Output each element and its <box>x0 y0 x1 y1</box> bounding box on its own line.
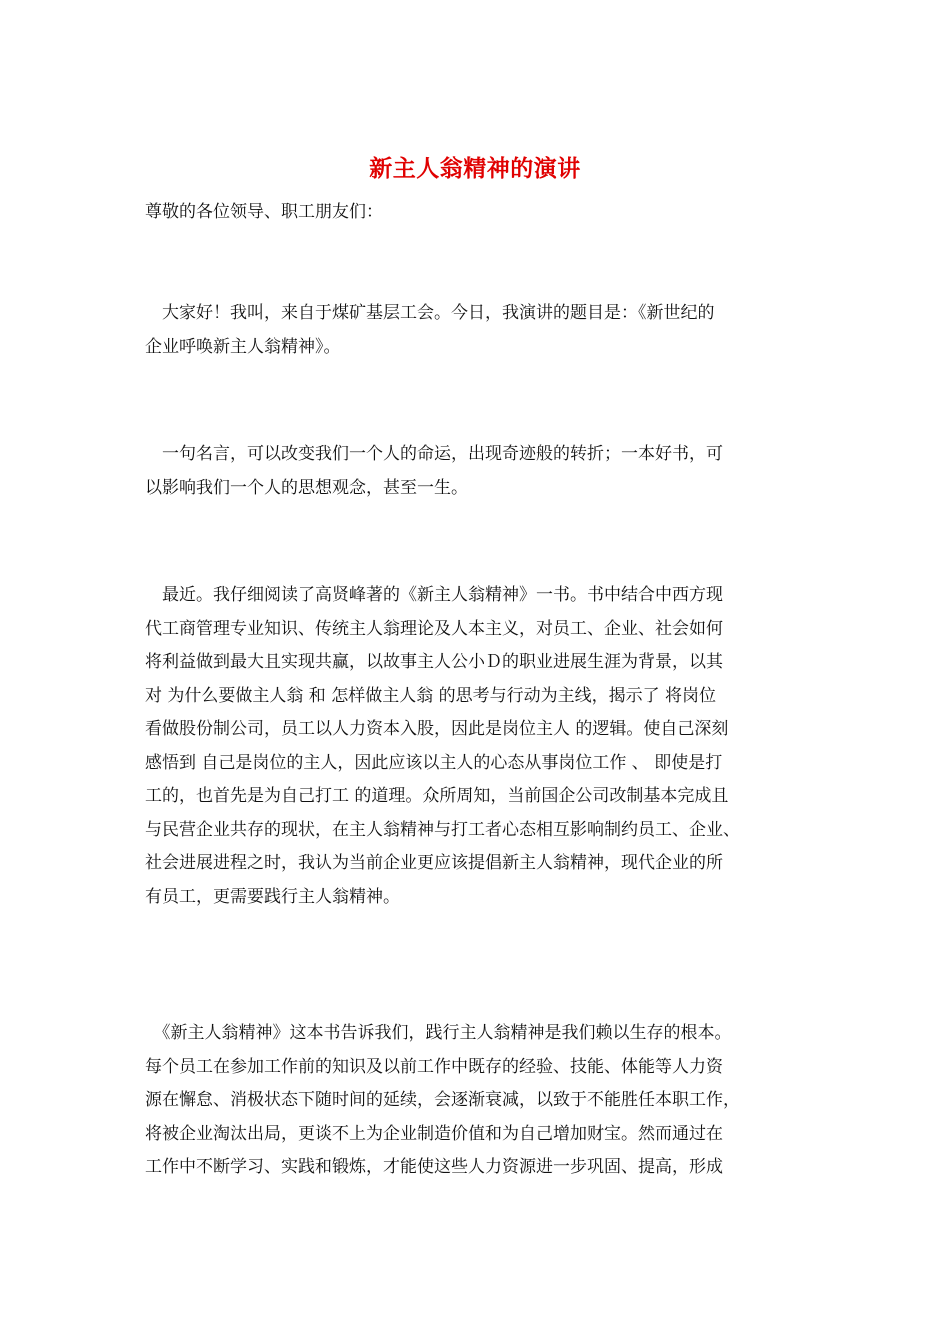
paragraph-line: 《新主人翁精神》这本书告诉我们，践行主人翁精神是我们赖以生存的根本。 <box>145 1023 732 1043</box>
paragraph-line: 代工商管理专业知识、传统主人翁理论及人本主义，对员工、企业、社会如何 <box>145 618 723 639</box>
salutation: 尊敬的各位领导、职工朋友们： <box>145 202 383 222</box>
paragraph-line: 工作中不断学习、实践和锻炼，才能使这些人力资源进一步巩固、提高，形成 <box>145 1157 723 1177</box>
paragraph-line: 企业呼唤新主人翁精神》。 <box>145 336 341 357</box>
paragraph-line: 与民营企业共存的现状，在主人翁精神与打工者心态相互影响制约员工、企业、 <box>145 819 740 840</box>
paragraph-line: 每个员工在参加工作前的知识及以前工作中既存的经验、技能、体能等人力资 <box>145 1056 723 1077</box>
document-title: 新主人翁精神的演讲 <box>369 155 581 182</box>
paragraph-line: 源在懈怠、消极状态下随时间的延续，会逐渐衰减，以致于不能胜任本职工作， <box>145 1090 740 1110</box>
paragraph-line: 社会进展进程之时，我认为当前企业更应该提倡新主人翁精神，现代企业的所 <box>145 853 723 873</box>
paragraph-line: 有员工，更需要践行主人翁精神。 <box>145 886 400 907</box>
paragraph-line: 工的，也首先是为自己打工 的道理。众所周知，当前国企公司改制基本完成且 <box>145 786 729 806</box>
paragraph-intro <box>145 297 813 364</box>
paragraph-line: 将被企业淘汰出局，更谈不上为企业制造价值和为自己增加财宝。然而通过在 <box>145 1123 723 1144</box>
paragraph-quote <box>145 438 813 505</box>
paragraph-line: 最近。我仔细阅读了高贤峰著的《新主人翁精神》一书。书中结合中西方现 <box>145 585 723 605</box>
paragraph-line: 将利益做到最大且实现共赢，以故事主人公小Ｄ的职业进展生涯为背景，以其 <box>145 652 723 672</box>
paragraph-line: 看做股份制公司，员工以人力资本入股，因此是岗位主人 的逻辑。使自己深刻 <box>145 719 729 739</box>
paragraph-line: 以影响我们一个人的思想观念，甚至一生。 <box>145 477 468 498</box>
paragraph-line: 大家好！我叫，来自于煤矿基层工会。今日，我演讲的题目是：《新世纪的 <box>145 303 715 323</box>
paragraph-line: 一句名言，可以改变我们一个人的命运，出现奇迹般的转折；一本好书，可 <box>145 444 723 464</box>
paragraph-book-review <box>145 579 813 914</box>
paragraph-book-lesson <box>145 1017 813 1185</box>
paragraph-line: 对 为什么要做主人翁 和 怎样做主人翁 的思考与行动为主线，揭示了 将岗位 <box>145 685 717 706</box>
paragraph-line: 感悟到 自己是岗位的主人，因此应该以主人的心态从事岗位工作 、 即使是打 <box>145 752 723 773</box>
